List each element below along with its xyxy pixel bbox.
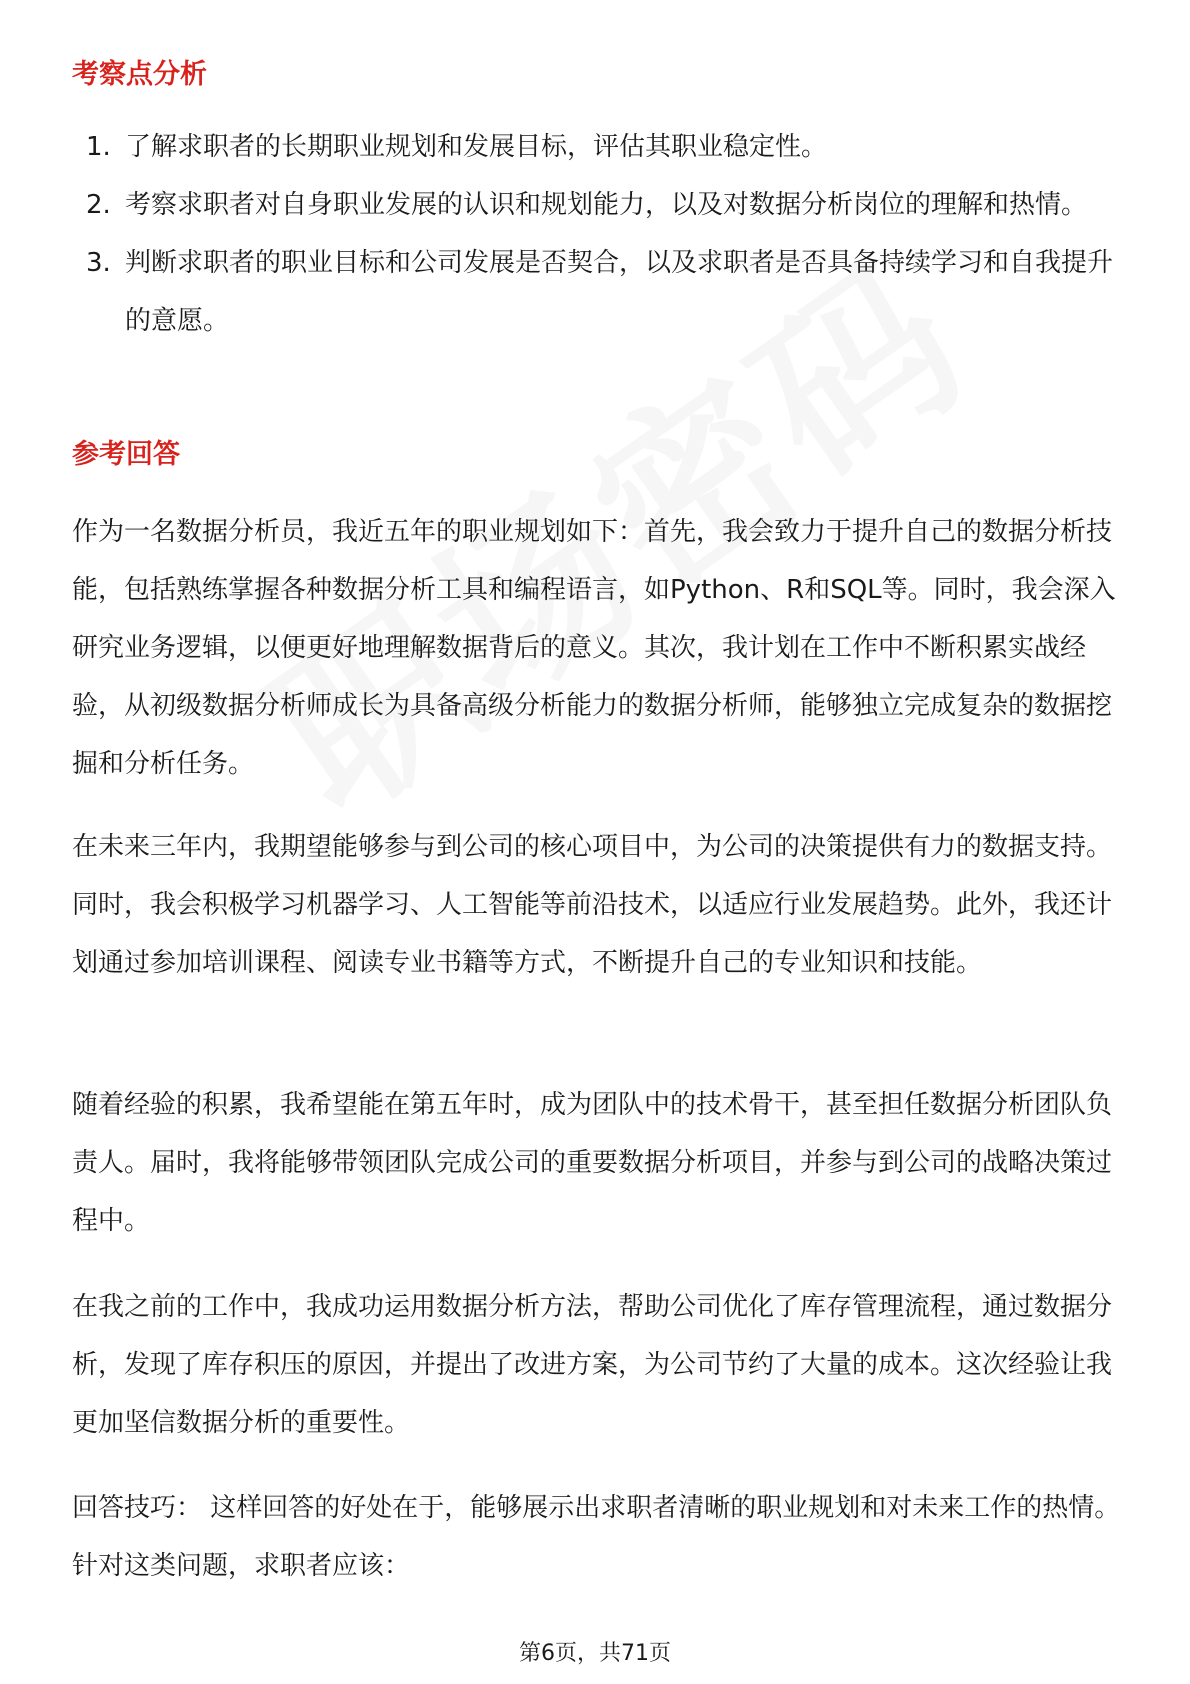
list-item bbox=[72, 176, 1122, 234]
list-item bbox=[72, 118, 1122, 176]
list-item-number: 1. bbox=[86, 132, 111, 162]
list-item-text: 了解求职者的长期职业规划和发展目标，评估其职业稳定性。 bbox=[125, 132, 828, 162]
answer-paragraph: 在未来三年内，我期望能够参与到公司的核心项目中，为公司的决策提供有力的数据支持。同时，我会积极学习机器学习、人工智能等前沿技术，以适应行业发展趋势。此外，我还计划通过参加培训课程、阅读专业书籍等方式，不断提升自己的专业知识和技能。 bbox=[72, 832, 1113, 978]
section-title-answer: 参考回答 bbox=[72, 439, 180, 470]
section-title-analysis: 考察点分析 bbox=[72, 59, 207, 90]
answer-tips-paragraph: 回答技巧： 这样回答的好处在于，能够展示出求职者清晰的职业规划和对未来工作的热情。针对这类问题，求职者应该： bbox=[72, 1493, 1121, 1581]
list-item bbox=[72, 234, 1122, 350]
list-item-number: 2. bbox=[86, 190, 111, 220]
answer-paragraph: 在我之前的工作中，我成功运用数据分析方法，帮助公司优化了库存管理流程，通过数据分析，发现了库存积压的原因，并提出了改进方案，为公司节约了大量的成本。这次经验让我更加坚信数据分析的重要性。 bbox=[72, 1292, 1113, 1438]
list-item-text: 判断求职者的职业目标和公司发展是否契合，以及求职者是否具备持续学习和自我提升的意愿。 bbox=[125, 248, 1114, 336]
page-number-footer: 第6页，共71页 bbox=[519, 1641, 671, 1666]
list-item-number: 3. bbox=[86, 248, 111, 278]
analysis-points-list bbox=[72, 118, 1122, 350]
answer-paragraph: 随着经验的积累，我希望能在第五年时，成为团队中的技术骨干，甚至担任数据分析团队负责人。届时，我将能够带领团队完成公司的重要数据分析项目，并参与到公司的战略决策过程中。 bbox=[72, 1090, 1113, 1236]
answer-paragraph: 作为一名数据分析员，我近五年的职业规划如下：首先，我会致力于提升自己的数据分析技能，包括熟练掌握各种数据分析工具和编程语言，如Python、R和SQL等。同时，我会深入研究业务逻辑，以便更好地理解数据背后的意义。其次，我计划在工作中不断积累实战经验，从初级数据分析师成长为具备高级分析能力的数据分析师，能够独立完成复杂的数据挖掘和分析任务。 bbox=[72, 517, 1116, 779]
list-item-text: 考察求职者对自身职业发展的认识和规划能力，以及对数据分析岗位的理解和热情。 bbox=[125, 190, 1088, 220]
